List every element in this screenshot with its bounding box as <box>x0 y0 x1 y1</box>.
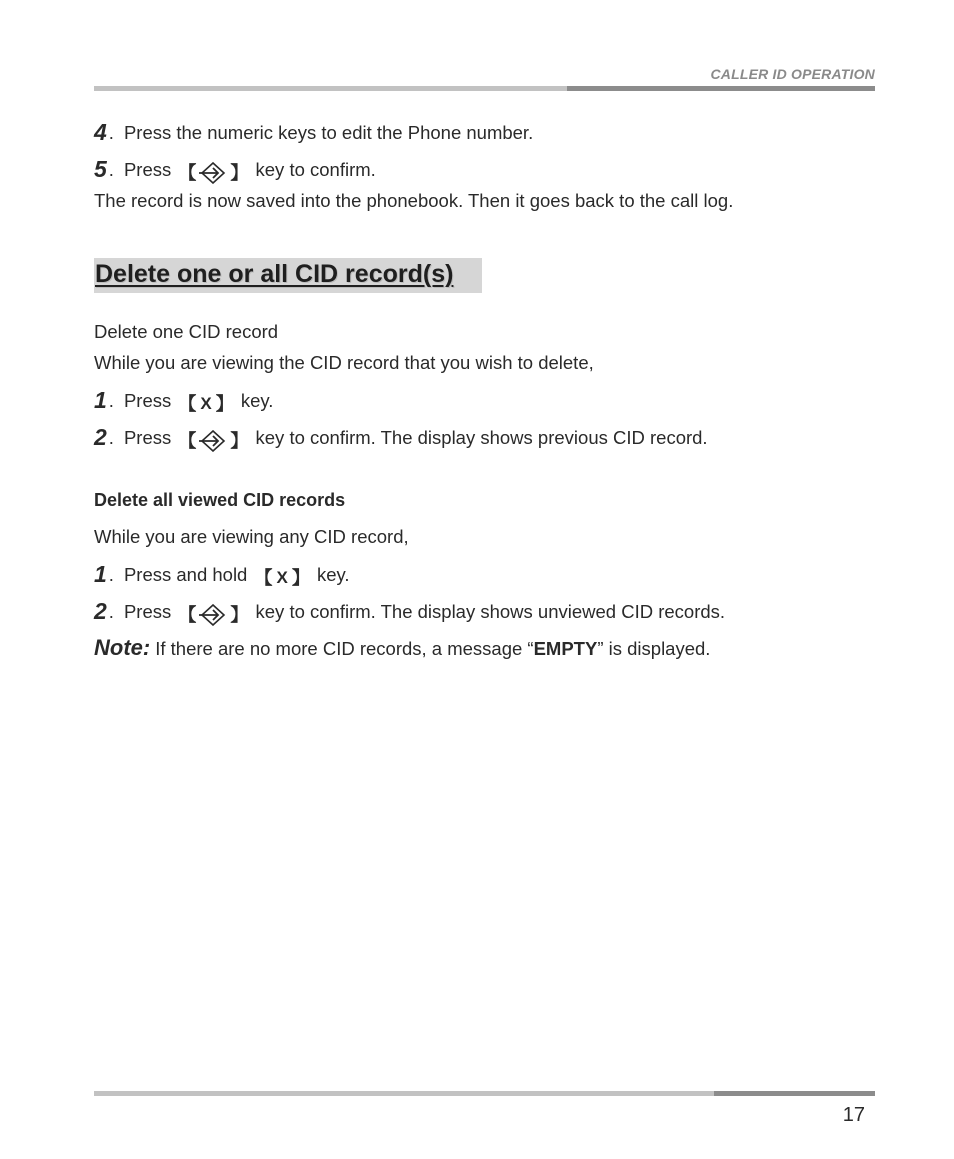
step-text-after: key to confirm. The display shows previous CID record. <box>255 427 708 448</box>
delete-all-step-2: 2 . Press 【 】 key to confirm. The display shows unviewed CID records. <box>94 598 726 625</box>
note-text-before: If there are no more CID records, a message “ <box>155 638 534 659</box>
note-label: Note: <box>94 635 151 660</box>
section-title: Delete one or all CID record(s) <box>94 258 482 293</box>
step-5: 5 . Press 【 】 key to confirm. <box>94 156 376 183</box>
step-number: 2 <box>94 424 107 450</box>
bracket-close: 】 <box>230 163 249 183</box>
step-text-after: key to confirm. The display shows unviewed CID records. <box>255 601 726 622</box>
bracket-close: 】 <box>230 431 249 451</box>
step-number: 2 <box>94 598 107 624</box>
step-number: 1 <box>94 387 107 413</box>
key-label: X <box>200 394 212 413</box>
bracket-open: 【 <box>178 394 197 414</box>
delete-all-step-1: 1 . Press and hold 【 X 】 key. <box>94 561 350 588</box>
saved-text: The record is now saved into the phonebook. Then it goes back to the call log. <box>94 190 734 211</box>
confirm-key <box>178 603 248 627</box>
delete-all-heading: Delete all viewed CID records <box>94 490 346 510</box>
delete-one-label: Delete one CID record <box>94 321 279 342</box>
footer-rule <box>94 1091 875 1096</box>
step-number: 5 <box>94 156 107 182</box>
header-rule <box>94 86 875 91</box>
x-key <box>255 566 310 590</box>
bracket-close: 】 <box>215 394 234 414</box>
step-text-before: Press <box>123 390 172 411</box>
confirm-arrow-icon <box>197 604 229 626</box>
delete-one-step-1: 1 . Press 【 X 】 key. <box>94 387 274 414</box>
bracket-close: 】 <box>230 605 249 625</box>
key-label: X <box>276 568 288 587</box>
bracket-open: 【 <box>178 431 197 451</box>
page-number: 17 <box>842 1104 865 1126</box>
bracket-close: 】 <box>291 568 310 588</box>
bracket-open: 【 <box>254 568 273 588</box>
confirm-key <box>178 429 248 453</box>
step-text-before: Press <box>123 427 172 448</box>
confirm-key <box>178 161 248 185</box>
running-header: CALLER ID OPERATION <box>710 66 875 82</box>
step-text-before: Press <box>123 159 172 180</box>
step-number: 4 <box>94 119 107 145</box>
step-text-after: key to confirm. <box>255 159 376 180</box>
note-text-after: ” is displayed. <box>597 638 711 659</box>
step-text-before: Press <box>123 601 172 622</box>
confirm-arrow-icon <box>197 162 229 184</box>
bracket-open: 【 <box>178 605 197 625</box>
step-number: 1 <box>94 561 107 587</box>
note-empty-word: EMPTY <box>533 638 598 659</box>
bracket-open: 【 <box>178 163 197 183</box>
delete-one-step-2: 2 . Press 【 】 key to confirm. The display shows previous CID record. <box>94 424 708 451</box>
delete-one-intro: While you are viewing the CID record that you wish to delete, <box>94 352 594 373</box>
confirm-arrow-icon <box>197 430 229 452</box>
x-key <box>178 392 233 416</box>
step-text-after: key. <box>240 390 274 411</box>
delete-all-intro: While you are viewing any CID record, <box>94 526 409 547</box>
step-text-after: key. <box>316 564 350 585</box>
step-4: 4 . Press the numeric keys to edit the Phone number. <box>94 119 534 145</box>
step-text: Press the numeric keys to edit the Phone number. <box>123 122 534 143</box>
step-text-before: Press and hold <box>123 564 248 585</box>
note <box>94 636 710 661</box>
